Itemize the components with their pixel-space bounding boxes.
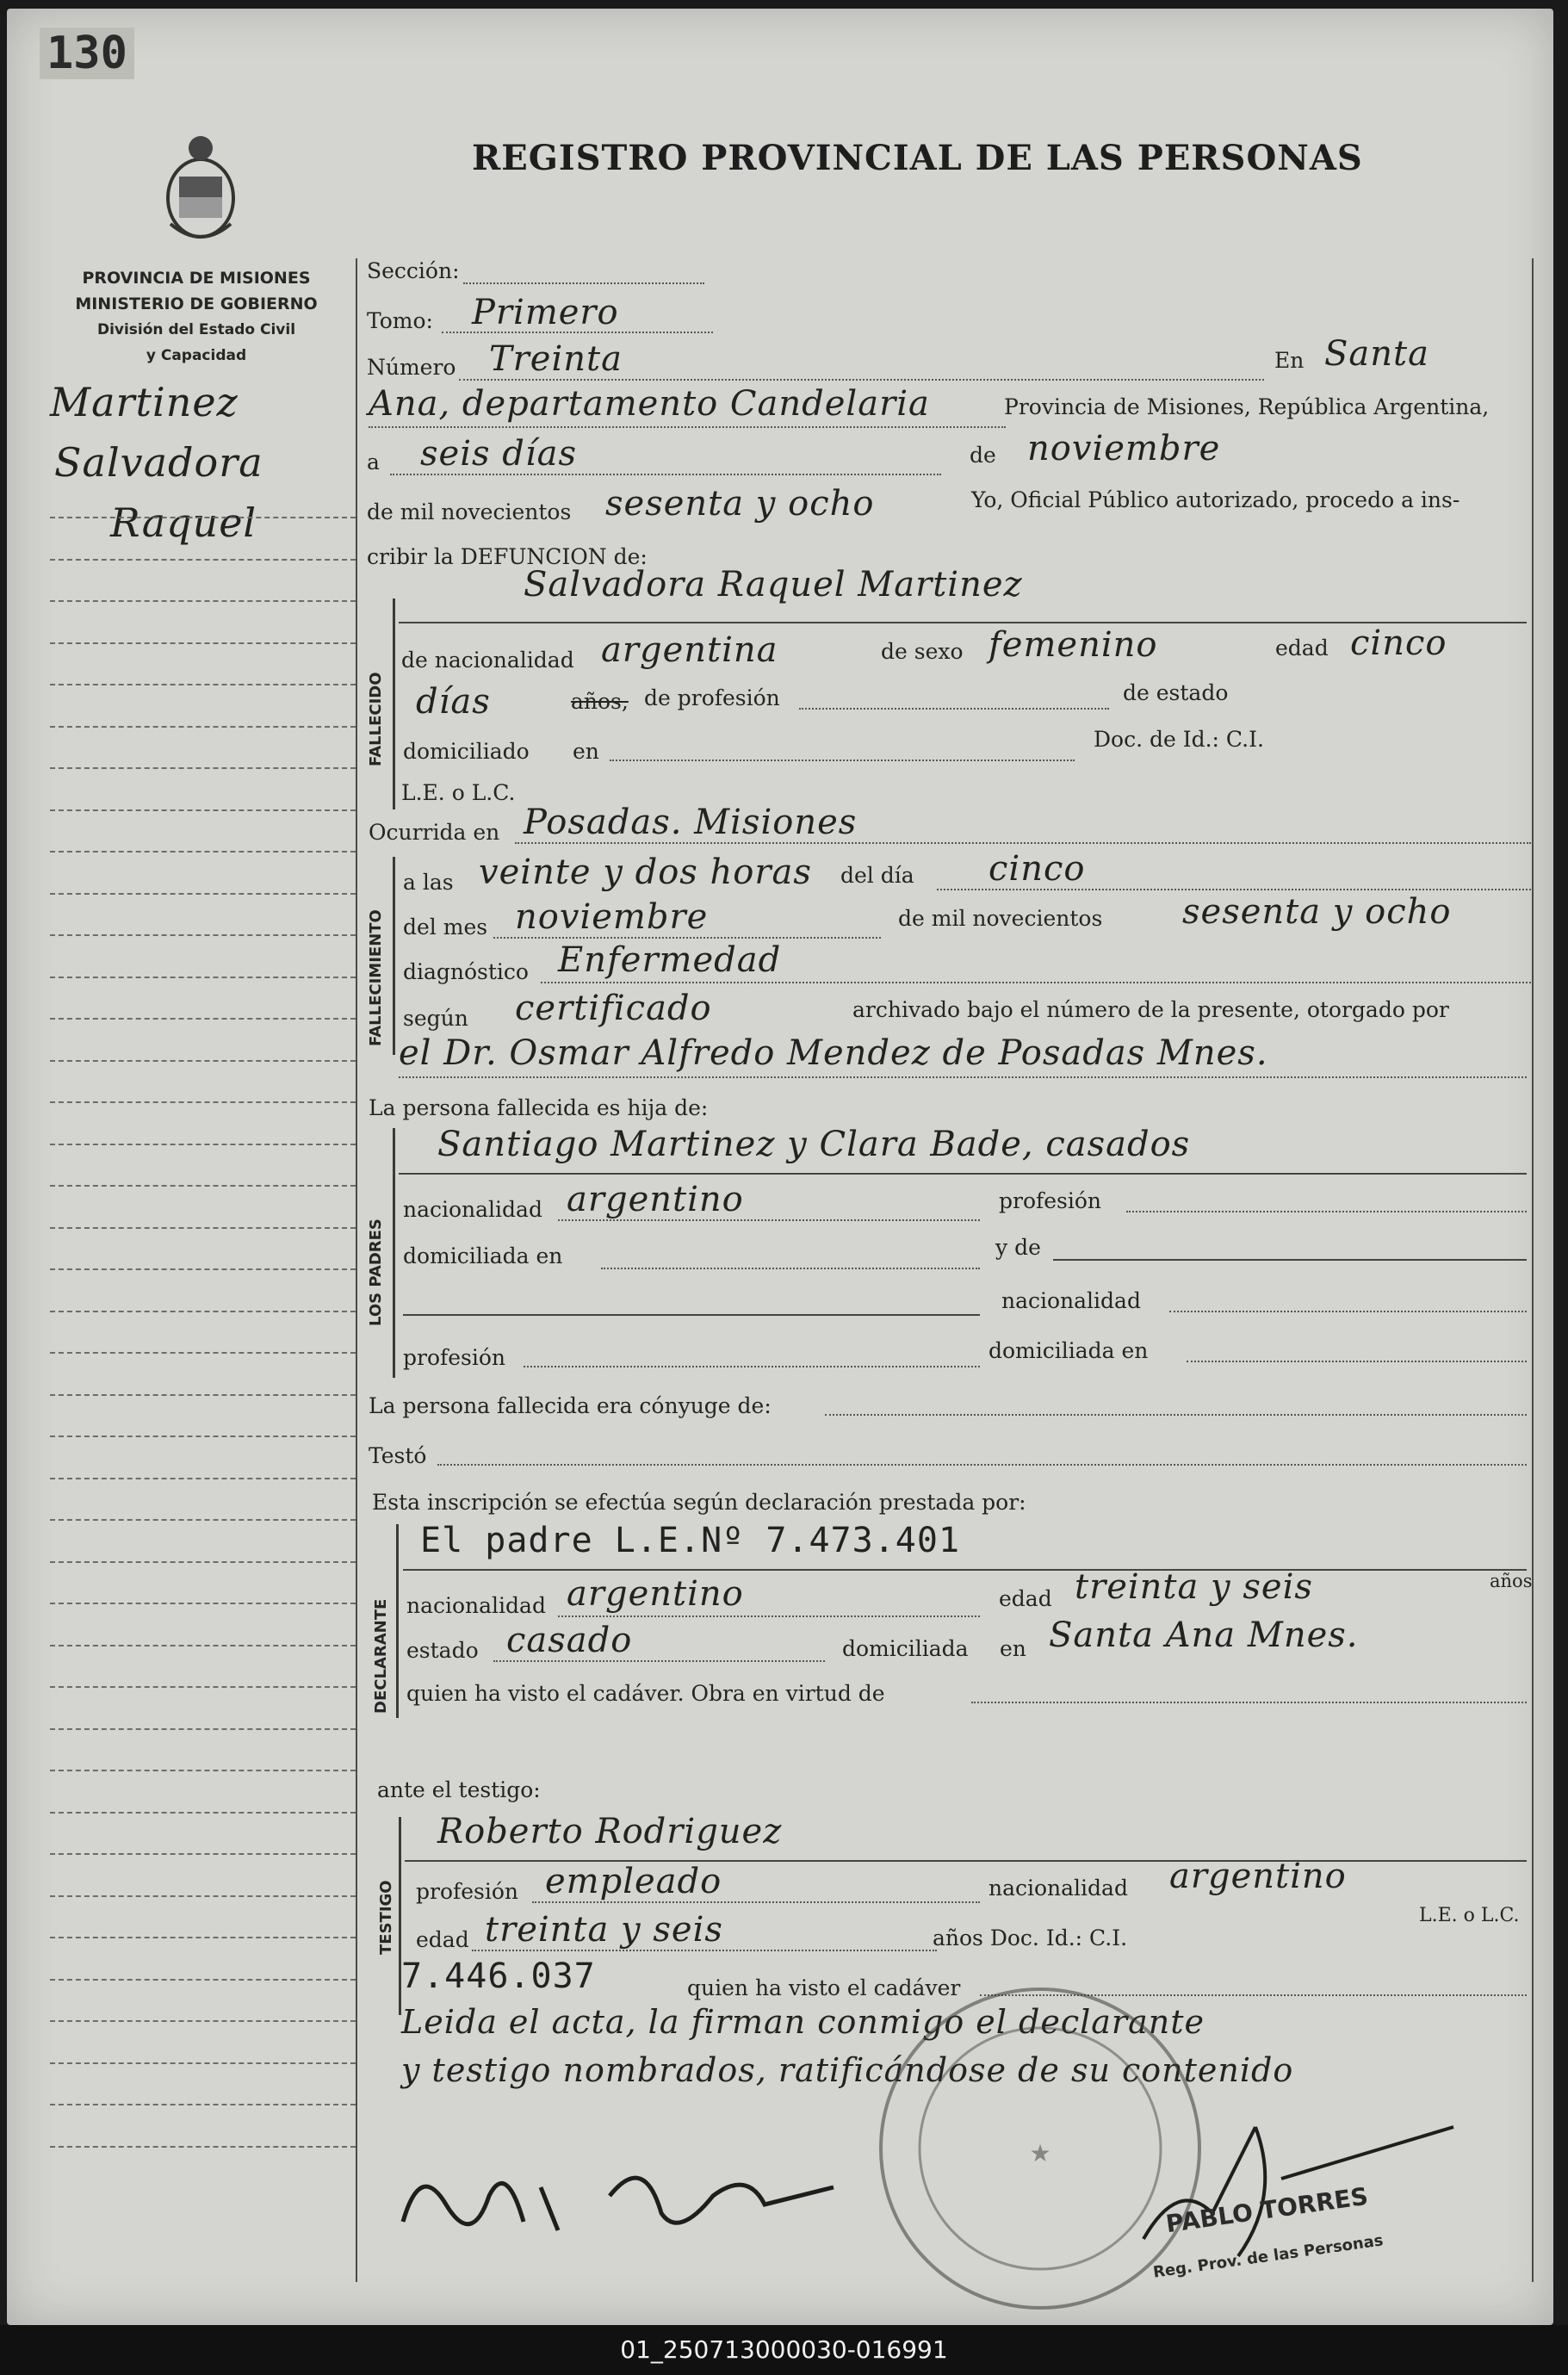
ocurrida-value: Posadas. Misiones (524, 803, 858, 842)
le-lc-label: L.E. o L.C. (401, 780, 516, 805)
estado-decl-line (493, 1660, 825, 1662)
diagnostico-label: diagnóstico (403, 959, 529, 984)
a-value: seis días (420, 434, 578, 474)
page-number: 130 (40, 28, 134, 79)
ocurrida-label: Ocurrida en (369, 820, 500, 845)
otorgado-line (399, 1076, 1527, 1078)
testigo-value: Roberto Rodriguez (437, 1812, 783, 1851)
doc-label: Doc. de Id.: C.I. (1094, 727, 1264, 752)
mes-value: noviembre (515, 897, 709, 937)
edad2-value: días (416, 682, 491, 722)
fallecimiento-bracket (393, 857, 395, 1055)
testo-line (437, 1464, 1527, 1466)
document-title: REGISTRO PROVINCIAL DE LAS PERSONAS (472, 138, 1363, 178)
de-mil2-label: de mil novecientos (898, 906, 1103, 931)
ante-label: ante el testigo: (377, 1777, 541, 1802)
nac-padres-value: argentino (567, 1180, 744, 1219)
declarante-value: El padre L.E.Nº 7.473.401 (420, 1521, 961, 1560)
profesion-line (799, 708, 1109, 710)
image-id-footer: 01_250713000030-016991 (0, 2325, 1568, 2375)
seccion-line (463, 282, 704, 284)
padres-line (399, 1173, 1527, 1175)
madre-line (1053, 1259, 1527, 1261)
padres-value: Santiago Martinez y Clara Bade, casados (437, 1125, 1191, 1164)
oficial-label: Yo, Oficial Público autorizado, procedo a ins- (971, 487, 1460, 512)
nacionalidad2-label: nacionalidad (1001, 1288, 1141, 1313)
nacionalidad-value: argentina (601, 630, 778, 670)
en2-label: en (573, 739, 599, 764)
domiciliada-label: domiciliada en (403, 1243, 563, 1268)
declaracion-label: Esta inscripción se efectúa según declaración prestada por: (372, 1490, 1026, 1515)
en-value: Santa (1324, 334, 1429, 374)
profesion-p-label: profesión (999, 1188, 1102, 1213)
a-las-value: veinte y dos horas (479, 853, 812, 892)
tomo-line (442, 332, 713, 333)
de-label: de (970, 443, 996, 468)
section-padres: LOS PADRES (367, 1219, 385, 1326)
domicilio-line (610, 760, 1075, 761)
official-office: Reg. Prov. de las Personas (1151, 2231, 1385, 2282)
edad-decl-value: treinta y seis (1075, 1567, 1313, 1607)
profesion2-label: profesión (403, 1345, 506, 1370)
edad-value: cinco (1350, 623, 1447, 663)
otorgado-value: el Dr. Osmar Alfredo Mendez de Posadas Mnes. (399, 1033, 1268, 1073)
mes-line (493, 937, 881, 939)
domiciliado-label: domiciliado (403, 739, 530, 764)
diagnostico-line (541, 982, 1531, 983)
conyuge-line (825, 1414, 1527, 1416)
anos-label: años, (571, 689, 629, 714)
form-right-border (1532, 258, 1534, 2282)
tomo-value: Primero (472, 293, 619, 332)
anos-doc-label: años Doc. Id.: C.I. (933, 1925, 1128, 1950)
nac-decl-label: nacionalidad (406, 1593, 546, 1618)
conyuge-label: La persona fallecida era cónyuge de: (369, 1393, 772, 1418)
anio-value: sesenta y ocho (605, 484, 875, 524)
archivado-label: archivado bajo el número de la presente, otorgado por (852, 997, 1449, 1022)
nacionalidad-label: de nacionalidad (401, 648, 574, 673)
coat-of-arms-icon (153, 129, 248, 250)
nacionalidad2-line (1169, 1311, 1527, 1312)
declarante-bracket (396, 1524, 399, 1718)
nombre-value: Salvadora Raquel Martinez (524, 565, 1023, 605)
cierre-line-1: Leida el acta, la firman conmigo el declarante (401, 2003, 1205, 2041)
dia-value: cinco (989, 849, 1086, 889)
profesion2-line (524, 1366, 980, 1367)
lugar-line (369, 426, 1006, 428)
padres-bracket (393, 1128, 395, 1378)
nac-decl-value: argentino (567, 1574, 744, 1614)
fallecido-bracket (393, 598, 395, 809)
diagnostico-value: Enfermedad (558, 940, 782, 980)
domiciliada-line (601, 1268, 980, 1269)
profesion-label: de profesión (644, 685, 780, 710)
edad-t-label: edad (416, 1927, 469, 1952)
cadaver-line (971, 1702, 1527, 1703)
margin-second-name: Raquel (110, 499, 257, 546)
provincia-label: Provincia de Misiones, República Argentina, (1004, 394, 1490, 419)
nac-t-value: argentino (1169, 1857, 1347, 1896)
declarante-line (403, 1569, 1527, 1571)
domicilio-decl-value: Santa Ana Mnes. (1049, 1615, 1359, 1655)
domiciliada-decl-label: domiciliada (842, 1636, 969, 1661)
dia-line (937, 889, 1531, 890)
sexo-label: de sexo (881, 639, 964, 664)
authority-line-3: División del Estado Civil (96, 321, 296, 338)
a-las-label: a las (403, 870, 454, 895)
numero-label: Número (367, 355, 456, 380)
nac-decl-line (558, 1615, 980, 1617)
numero-line (459, 379, 1264, 381)
edad-decl-label: edad (999, 1586, 1052, 1611)
numero-value: Treinta (489, 339, 623, 379)
domiciliada2-label: domiciliada en (989, 1338, 1149, 1363)
doc-t-value: 7.446.037 (401, 1956, 596, 1996)
cadaver-t-label: quien ha visto el cadáver (687, 1975, 961, 2000)
section-fallecimiento: FALLECIMIENTO (367, 909, 385, 1046)
profesion-t-line (532, 1901, 980, 1903)
ocurrida-line (515, 842, 1531, 844)
a-line (390, 474, 941, 475)
margin-first-name: Salvadora (54, 439, 263, 486)
estado-label: de estado (1123, 680, 1229, 705)
de-mil-label: de mil novecientos (367, 499, 572, 524)
edad-t-line (472, 1950, 937, 1951)
anio2-value: sesenta y ocho (1182, 892, 1452, 932)
de-value: noviembre (1027, 429, 1221, 468)
estado-decl-value: casado (506, 1621, 633, 1660)
profesion-t-label: profesión (416, 1879, 519, 1904)
del-dia-label: del día (840, 863, 914, 888)
authority-line-2: MINISTERIO DE GOBIERNO (75, 295, 318, 313)
nac-padres-label: nacionalidad (403, 1197, 542, 1222)
authority-line-1: PROVINCIA DE MISIONES (82, 269, 311, 288)
seccion-label: Sección: (367, 258, 460, 283)
segun-value: certificado (515, 989, 712, 1028)
le-lc-t-label: L.E. o L.C. (1419, 1905, 1520, 1926)
issuing-authority (41, 265, 351, 369)
domiciliada2-line (1187, 1361, 1527, 1362)
en-decl-label: en (1000, 1636, 1026, 1661)
tomo-label: Tomo: (367, 308, 433, 333)
form-left-border (356, 258, 357, 2282)
svg-text:★: ★ (1029, 2139, 1051, 2167)
signature-official-icon (1109, 2110, 1471, 2265)
section-testigo: TESTIGO (377, 1880, 395, 1955)
edad-t-value: treinta y seis (485, 1910, 723, 1950)
margin-surname: Martinez (50, 379, 239, 425)
del-mes-label: del mes (403, 915, 488, 939)
edad-label: edad (1275, 636, 1329, 660)
y-de-label: y de (995, 1235, 1041, 1260)
testo-label: Testó (369, 1443, 427, 1468)
lugar-value: Ana, departamento Candelaria (369, 384, 930, 424)
segun-label: según (403, 1006, 468, 1031)
margin-ruled-lines (50, 517, 356, 2187)
nac-padres-line (558, 1219, 980, 1221)
section-fallecido: FALLECIDO (367, 672, 385, 766)
anos-decl-label: años (1490, 1571, 1533, 1591)
en-label: En (1274, 348, 1305, 373)
authority-line-4: y Capacidad (146, 347, 247, 364)
official-name: PABLO TORRES (1163, 2181, 1370, 2239)
profesion-p-line (1126, 1211, 1527, 1212)
section-declarante: DECLARANTE (372, 1598, 390, 1714)
profesion-t-value: empleado (545, 1862, 722, 1901)
estado-decl-label: estado (406, 1638, 479, 1663)
padre-dom-line (403, 1314, 980, 1316)
cierre-line-2: y testigo nombrados, ratificándose de su contenido (401, 2051, 1294, 2089)
hija-label: La persona fallecida es hija de: (369, 1095, 709, 1120)
document-page (7, 9, 1553, 2325)
signature-declarante-icon (386, 2144, 902, 2248)
nac-t-label: nacionalidad (989, 1876, 1128, 1901)
cribir-label: cribir la DEFUNCION de: (367, 544, 648, 569)
sexo-value: femenino (989, 625, 1158, 665)
cadaver-label: quien ha visto el cadáver. Obra en virtud de (406, 1681, 885, 1706)
a-label: a (367, 450, 380, 474)
